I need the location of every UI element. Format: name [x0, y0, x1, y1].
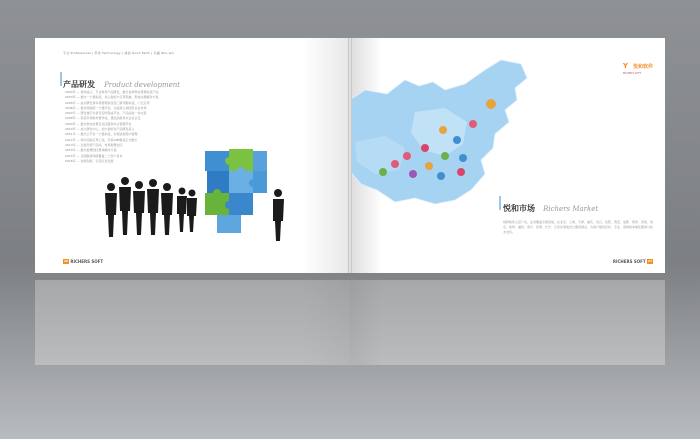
title-accent-bar — [60, 72, 62, 86]
timeline-item: 2003年 — 推出一卡通系统，进入智能卡应用领域，形成完整解决方案 — [65, 95, 159, 100]
title-chinese: 产品研发 — [63, 80, 95, 89]
timeline-item: 2015年 — 全国服务网络覆盖二十余个省市 — [65, 153, 123, 158]
timeline-item: 2000年 — 悦和成立，专业软件产品研发，推出首款物业管理系统产品 — [65, 90, 159, 94]
right-footer — [613, 259, 653, 265]
timeline-item: 2008年 — 荣获多项软件著作权，通过高新技术企业认定 — [65, 116, 141, 121]
right-page — [350, 38, 665, 273]
footer-brand: RICHERS SOFT — [612, 258, 646, 264]
logo-text-en: RICHERS SOFT — [622, 72, 642, 75]
title-english: Product development — [104, 81, 181, 89]
left-page — [35, 38, 350, 273]
team-puzzle-illustration — [95, 143, 295, 248]
timeline-item: 2005年 — 成功研发停车场管理系统及门禁考勤系统，广泛应用 — [65, 100, 150, 105]
page-number: 26 — [63, 259, 69, 263]
logo-mark-icon: Y — [622, 62, 628, 70]
logo-text-cn: 悦和软件 — [632, 64, 653, 70]
market-title-en: Richers Market — [543, 205, 599, 213]
timeline-item: 2006年 — 推出网络版一卡通平台，全面进入校园及企业市场 — [65, 105, 147, 110]
reflected-right-page — [350, 280, 665, 365]
timeline-item: 2011年 — 推出云平台一卡通系统，实现远程集中管理 — [65, 132, 138, 137]
timeline-item: 2014年 — 推出智慧园区整体解决方案 — [65, 148, 117, 153]
timeline-item: 2010年 — 成立研发中心，加大智能化产品研发投入 — [65, 127, 135, 132]
page-number: 27 — [647, 259, 653, 263]
market-section — [503, 196, 653, 235]
footer-brand: RICHERS SOFT — [70, 258, 104, 264]
puzzle-blocks — [205, 149, 267, 233]
left-footer — [63, 259, 103, 265]
spread-reflection — [35, 280, 665, 439]
market-description: 悦和软件立足广东，业务覆盖全国各地，在北京、上海、天津、重庆、武汉、沈阳、西安、成都、郑州、济南、南京、杭州、福州、南宁、昆明、长沙、石家庄等地设立服务网点，为客户提供及时、专业、高效的本地化服务与技术支持。 — [503, 220, 654, 234]
brochure-spread — [35, 38, 665, 273]
market-title-cn: 悦和市场 — [503, 204, 535, 213]
timeline-item: 2012年 — 移动互联应用上线，手机APP服务正式推出 — [65, 137, 138, 142]
brand-logo — [623, 53, 653, 75]
section-title — [63, 72, 180, 91]
timeline-item: 2009年 — 推出物业收费及社区服务综合管理平台 — [65, 121, 132, 126]
market-accent-bar — [499, 196, 501, 210]
timeline-item: 2013年 — 全面升级产品线，布局智慧社区 — [65, 142, 123, 147]
top-nav-slogan: 专业 Professional | 科技 Technology | 诚信 Good Faith | 共赢 Win-win — [63, 51, 175, 55]
timeline-item: 2007年 — 研发楼宇对讲及安防集成平台，产品线进一步完善 — [65, 111, 147, 116]
book-gutter — [348, 38, 352, 273]
timeline-item: 2016年 — 持续创新，引领行业发展 — [65, 158, 114, 163]
reflected-left-page — [35, 280, 350, 365]
